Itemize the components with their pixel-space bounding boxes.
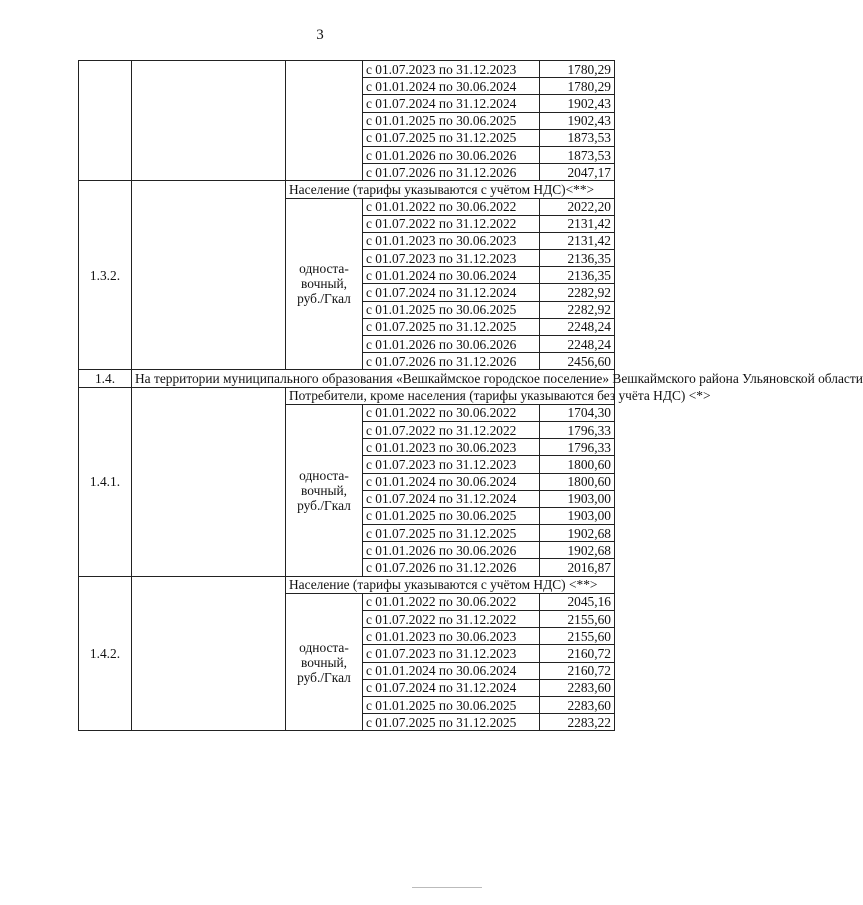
tariff-value-cell: 1800,60: [540, 473, 615, 490]
period-cell: с 01.07.2025 по 31.12.2025: [363, 129, 540, 146]
period-cell: с 01.07.2025 по 31.12.2025: [363, 714, 540, 731]
tariff-value-cell: 2283,22: [540, 714, 615, 731]
tariff-table-body: [79, 61, 863, 731]
tariff-value-cell: 2155,60: [540, 611, 615, 628]
unit-text: односта-: [299, 467, 349, 483]
period-cell: с 01.07.2026 по 31.12.2026: [363, 164, 540, 181]
period-cell: с 01.07.2022 по 31.12.2022: [363, 421, 540, 438]
tariff-value-cell: 2136,35: [540, 267, 615, 284]
tariff-value-cell: 2248,24: [540, 318, 615, 335]
period-cell: с 01.07.2022 по 31.12.2022: [363, 611, 540, 628]
section-code: 1.3.2.: [79, 181, 132, 370]
tariff-value-cell: 2131,42: [540, 215, 615, 232]
period-cell: с 01.01.2025 по 30.06.2025: [363, 696, 540, 713]
tariff-value-cell: 2282,92: [540, 284, 615, 301]
page-number: 3: [316, 27, 324, 43]
period-cell: с 01.01.2025 по 30.06.2025: [363, 301, 540, 318]
period-cell: с 01.07.2023 по 31.12.2023: [363, 250, 540, 267]
period-cell: с 01.01.2024 по 30.06.2024: [363, 267, 540, 284]
tariff-value-cell: 2160,72: [540, 645, 615, 662]
period-cell: с 01.01.2026 по 30.06.2026: [363, 146, 540, 163]
tariff-value-cell: 2456,60: [540, 353, 615, 370]
unit-text: руб./Гкал: [297, 669, 351, 685]
section-description: Население (тарифы указываются с учётом НДС) <**>: [286, 576, 615, 593]
tariff-value-cell: 1903,00: [540, 507, 615, 524]
unit-cell: [286, 593, 363, 731]
period-cell: с 01.07.2024 по 31.12.2024: [363, 490, 540, 507]
tariff-value-cell: 2016,87: [540, 559, 615, 576]
tariff-value-cell: 1873,53: [540, 129, 615, 146]
period-cell: с 01.01.2024 по 30.06.2024: [363, 473, 540, 490]
unit-text: вочный,: [301, 276, 347, 292]
period-cell: с 01.01.2023 по 30.06.2023: [363, 232, 540, 249]
period-cell: с 01.07.2026 по 31.12.2026: [363, 559, 540, 576]
period-cell: с 01.01.2024 по 30.06.2024: [363, 662, 540, 679]
tariff-value-cell: 2283,60: [540, 679, 615, 696]
section-description: Население (тарифы указываются с учётом НДС)<**>: [286, 181, 615, 198]
tariff-value-cell: 1902,43: [540, 95, 615, 112]
section-code: 1.4.1.: [79, 387, 132, 576]
period-cell: с 01.07.2026 по 31.12.2026: [363, 353, 540, 370]
unit-text: руб./Гкал: [297, 497, 351, 513]
empty-unit-cell: [286, 61, 363, 181]
section-title: На территории муниципального образования «Вешкаймское городское поселение» Вешкаймского района Ульяновской области: [132, 370, 615, 387]
tariff-value-cell: 2047,17: [540, 164, 615, 181]
unit-cell: [286, 404, 363, 576]
tariff-value-cell: 1873,53: [540, 146, 615, 163]
empty-cell: [132, 61, 286, 181]
tariff-value-cell: 2131,42: [540, 232, 615, 249]
tariff-value-cell: 1902,43: [540, 112, 615, 129]
section-code: 1.4.2.: [79, 576, 132, 731]
period-cell: с 01.07.2023 по 31.12.2023: [363, 645, 540, 662]
tariff-value-cell: 2136,35: [540, 250, 615, 267]
unit-cell: [286, 198, 363, 370]
period-cell: с 01.01.2023 по 30.06.2023: [363, 628, 540, 645]
tariff-value-cell: 1780,29: [540, 61, 615, 78]
period-cell: с 01.07.2022 по 31.12.2022: [363, 215, 540, 232]
tariff-value-cell: 2248,24: [540, 336, 615, 353]
unit-text: вочный,: [301, 654, 347, 670]
period-cell: с 01.07.2025 по 31.12.2025: [363, 318, 540, 335]
period-cell: с 01.01.2022 по 30.06.2022: [363, 198, 540, 215]
period-cell: с 01.07.2024 по 31.12.2024: [363, 679, 540, 696]
period-cell: с 01.01.2023 по 30.06.2023: [363, 439, 540, 456]
tariff-value-cell: 1902,68: [540, 542, 615, 559]
section-header-row: [79, 387, 615, 404]
tariff-value-cell: 1796,33: [540, 421, 615, 438]
tariff-value-cell: 1780,29: [540, 78, 615, 95]
period-cell: с 01.07.2023 по 31.12.2023: [363, 456, 540, 473]
period-cell: с 01.01.2026 по 30.06.2026: [363, 336, 540, 353]
section-title-row: [79, 370, 615, 387]
period-cell: с 01.01.2022 по 30.06.2022: [363, 404, 540, 421]
tariff-value-cell: 1704,30: [540, 404, 615, 421]
period-cell: с 01.01.2022 по 30.06.2022: [363, 593, 540, 610]
tariff-value-cell: 1796,33: [540, 439, 615, 456]
section-header-row: [79, 181, 615, 198]
tariff-value-cell: 2283,60: [540, 696, 615, 713]
period-cell: с 01.07.2023 по 31.12.2023: [363, 61, 540, 78]
code-cell: [79, 61, 132, 181]
section-description: Потребители, кроме населения (тарифы указываются без учёта НДС) <*>: [286, 387, 615, 404]
section-header-row: [79, 576, 615, 593]
period-cell: с 01.01.2025 по 30.06.2025: [363, 507, 540, 524]
period-cell: с 01.07.2024 по 31.12.2024: [363, 95, 540, 112]
footer-mark: [412, 887, 482, 888]
period-cell: с 01.07.2024 по 31.12.2024: [363, 284, 540, 301]
tariff-value-cell: 2155,60: [540, 628, 615, 645]
period-cell: с 01.07.2025 по 31.12.2025: [363, 525, 540, 542]
unit-text: руб./Гкал: [297, 291, 351, 307]
period-cell: с 01.01.2024 по 30.06.2024: [363, 78, 540, 95]
empty-cell: [132, 576, 286, 731]
tariff-value-cell: 2282,92: [540, 301, 615, 318]
tariff-value-cell: 1800,60: [540, 456, 615, 473]
empty-cell: [132, 181, 286, 370]
tariff-value-cell: 2022,20: [540, 198, 615, 215]
empty-cell: [132, 387, 286, 576]
tariff-value-cell: 1902,68: [540, 525, 615, 542]
unit-text: односта-: [299, 639, 349, 655]
period-cell: с 01.01.2025 по 30.06.2025: [363, 112, 540, 129]
table-row: [79, 61, 615, 78]
tariff-table: [78, 60, 863, 731]
unit-text: односта-: [299, 261, 349, 277]
section-code: 1.4.: [79, 370, 132, 387]
tariff-value-cell: 2160,72: [540, 662, 615, 679]
tariff-value-cell: 1903,00: [540, 490, 615, 507]
period-cell: с 01.01.2026 по 30.06.2026: [363, 542, 540, 559]
unit-text: вочный,: [301, 482, 347, 498]
tariff-value-cell: 2045,16: [540, 593, 615, 610]
